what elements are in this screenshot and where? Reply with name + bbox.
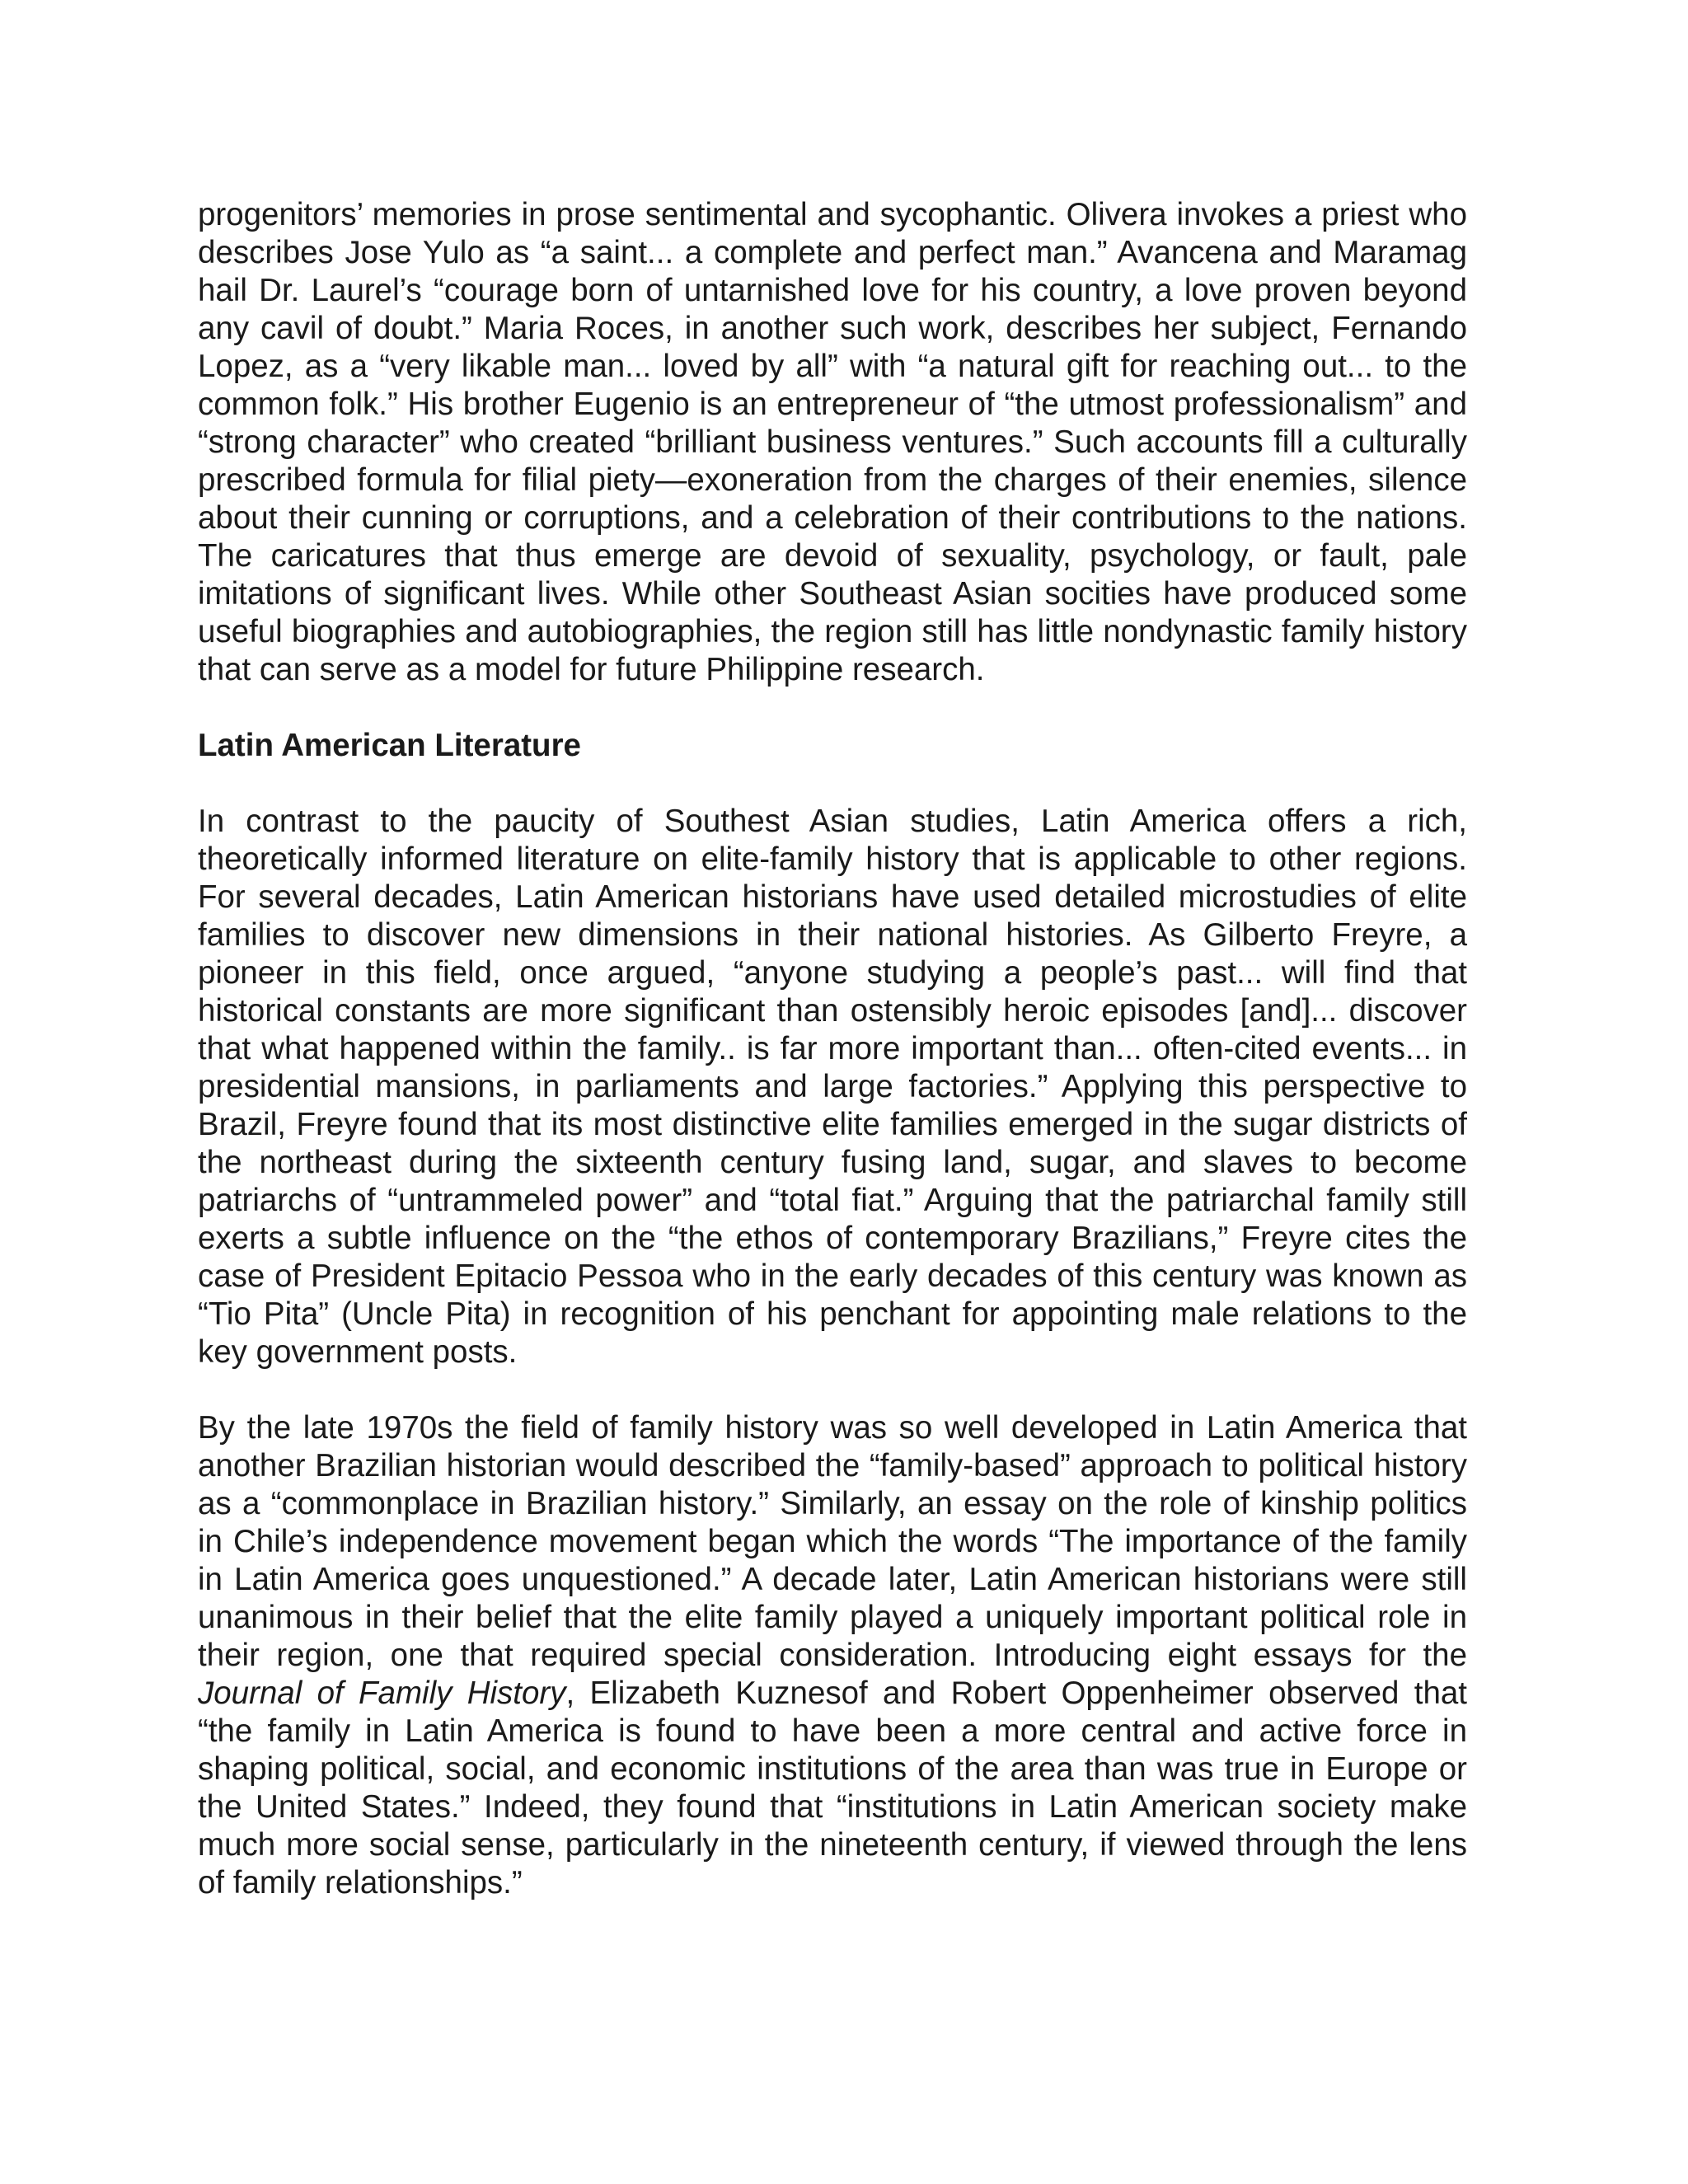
paragraph-3-text-after: , Elizabeth Kuznesof and Robert Oppenheimer observed that “the family in Latin America is found to have been a more central and active force in shaping political, social, and economic institutions of the area than was true in Europe or the United States.” Indeed, they found that “institutions in Latin American society make much more social sense, particularly in the nineteenth century, if viewed through the lens of family relationships.” — [198, 1675, 1467, 1900]
paragraph-family-history-1970s — [198, 1409, 1467, 1902]
section-heading: Latin American Literature — [198, 728, 581, 763]
journal-title: Journal of Family History — [198, 1675, 566, 1711]
paragraph-philippine-biographies: progenitors’ memories in prose sentimental and sycophantic. Olivera invokes a priest who describes Jose Yulo as “a saint... a complete and perfect man.” Avancena and Maramag hail Dr. Laurel’s “courage born of untarnished love for his country, a love proven beyond any cavil of doubt.” Maria Roces, in another such work, describes her subject, Fernando Lopez, as a “very likable man... loved by all” with “a natural gift for reaching out... to the common folk.” His brother Eugenio is an entrepreneur of “the utmost professionalism” and “strong character” who created “brilliant business ventures.” Such accounts fill a culturally prescribed formula for filial piety—exoneration from the charges of their enemies, silence about their cunning or corruptions, and a celebration of their contributions to the nations. The caricatures that thus emerge are devoid of sexuality, psychology, or fault, pale imitations of significant lives. While other Southeast Asian socities have produced some useful biographies and autobiographies, the region still has little nondynastic family history that can serve as a model for future Philippine research. — [198, 197, 1467, 687]
paragraph-latin-america-literature: In contrast to the paucity of Southest Asian studies, Latin America offers a rich, theoretically informed literature on elite-family history that is applicable to other regions. For several decades, Latin American historians have used detailed microstudies of elite families to discover new dimensions in their national histories. As Gilberto Freyre, a pioneer in this field, once argued, “anyone studying a people’s past... will find that historical constants are more significant than ostensibly heroic episodes [and]... discover that what happened within the family.. is far more important than... often-cited events... in presidential mansions, in parliaments and large factories.” Applying this perspective to Brazil, Freyre found that its most distinctive elite families emerged in the sugar districts of the northeast during the sixteenth century fusing land, sugar, and slaves to become patriarchs of “untrammeled power” and “total fiat.” Arguing that the patriarchal family still exerts a subtle influence on the “the ethos of contemporary Brazilians,” Freyre cites the case of President Epitacio Pessoa who in the early decades of this century was known as “Tio Pita” (Uncle Pita) in recognition of his penchant for appointing male relations to the key government posts. — [198, 804, 1467, 1370]
text-column — [198, 196, 1467, 1940]
paragraph-3-text-before: By the late 1970s the field of family history was so well developed in Latin America that another Brazilian historian would described the “family-based” approach to political history as a “commonplace in Brazilian history.” Similarly, an essay on the role of kinship politics in Chile’s independence movement began which the words “The importance of the family in Latin America goes unquestioned.” A decade later, Latin American historians were still unanimous in their belief that the elite family played a uniquely important political role in their region, one that required special consideration. Introducing eight essays for the — [198, 1410, 1467, 1673]
